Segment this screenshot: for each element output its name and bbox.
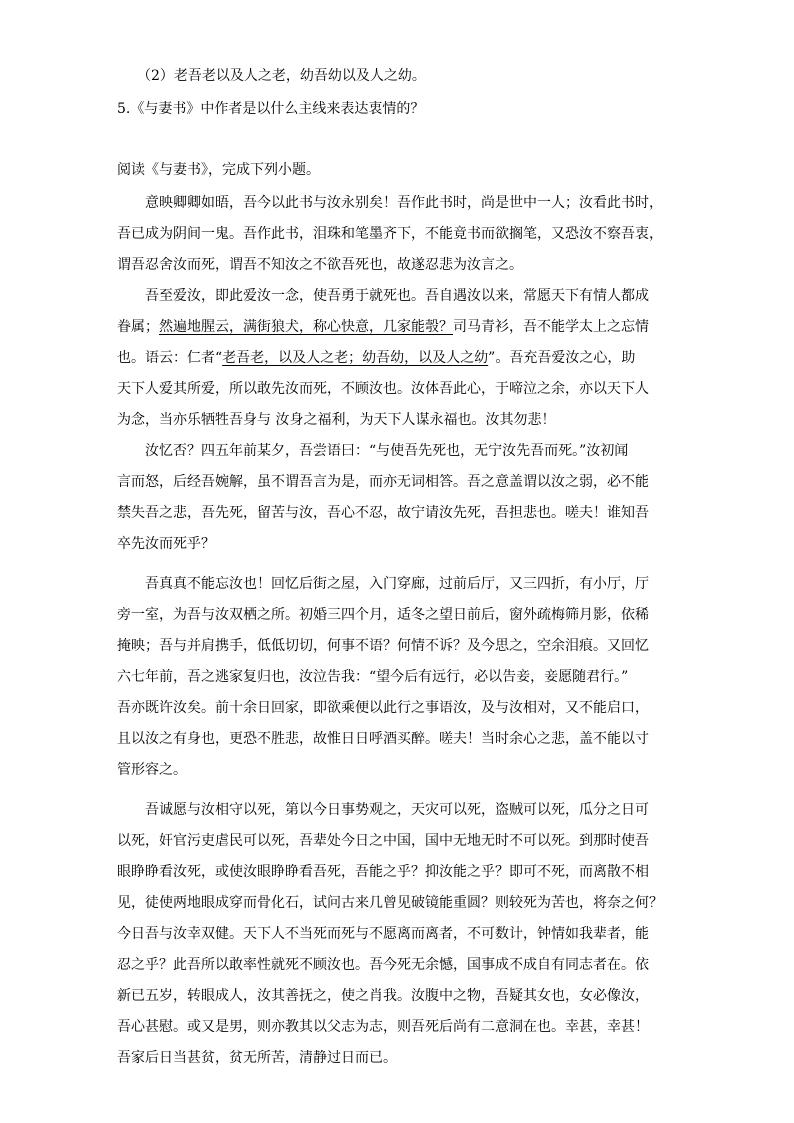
underlined-sentence: 然遍地腥云，满街狼犬，称心快意，几家能彀？ bbox=[159, 319, 453, 335]
paragraph-3-line: 汝忆否？四五年前某夕，吾尝语曰：“与使吾先死也，无宁汝先吾而死。”汝初闻 bbox=[145, 443, 629, 459]
paragraph-2-line bbox=[117, 348, 682, 368]
paragraph-1-line: 吾已成为阴间一鬼。吾作此书，泪珠和笔墨齐下，不能竟书而欲搁笔，又恐汝不察吾衷， bbox=[117, 226, 663, 242]
paragraph-4-line: 管形容之。 bbox=[117, 762, 187, 778]
underlined-quote: 老吾老，以及人之老；幼吾幼，以及人之幼 bbox=[222, 350, 489, 366]
paragraph-3-line: 禁失吾之悲，吾先死，留苦与汝，吾心不忍，故宁请汝先死，吾担悲也。嗟夫！谁知吾 bbox=[117, 505, 649, 521]
paragraph-2-line: 为念，当亦乐牺牲吾身与 汝身之福利，为天下人谋永福也。汝其勿悲！ bbox=[117, 412, 556, 428]
question-5: 5.《与妻书》中作者是以什么主线来表达衷情的？ bbox=[117, 101, 425, 117]
plain-text: ”。吾充吾爱汝之心，助 bbox=[488, 350, 636, 366]
paragraph-1-line: 谓吾忍舍汝而死，谓吾不知汝之不欲吾死也，故遂忍悲为汝言之。 bbox=[117, 257, 523, 273]
paragraph-5-line: 吾家后日当甚贫，贫无所苦，清静过日而已。 bbox=[117, 1050, 397, 1066]
question-4-part-2: （2）老吾老以及人之老，幼吾幼以及人之幼。 bbox=[137, 68, 426, 84]
paragraph-2-line: 吾至爱汝，即此爱汝一念，使吾勇于就死也。吾自遇汝以来，常愿天下有情人都成 bbox=[145, 288, 649, 304]
paragraph-5-line: 眼睁睁看汝死，或使汝眼睁睁看吾死，吾能之乎？抑汝能之乎？即可不死，而离散不相 bbox=[117, 864, 649, 880]
paragraph-2-line bbox=[117, 317, 682, 337]
plain-text: 也。语云：仁者“ bbox=[117, 350, 223, 366]
paragraph-4-line: 吾真真不能忘汝也！回忆后街之屋，入门穿廊，过前后厅，又三四折，有小厅，厅 bbox=[145, 576, 649, 592]
paragraph-5-line: 以死，奸官污吏虐民可以死，吾辈处今日之中国，国中无地无时不可以死。到那时使吾 bbox=[117, 833, 649, 849]
paragraph-1-line: 意映卿卿如晤，吾今以此书与汝永别矣！吾作此书时，尚是世中一人；汝看此书时， bbox=[145, 195, 663, 211]
paragraph-3-line: 卒先汝而死乎？ bbox=[117, 536, 215, 552]
reading-instruction: 阅读《与妻书》，完成下列小题。 bbox=[117, 162, 320, 178]
paragraph-4-line: 掩映；吾与并肩携手，低低切切，何事不语？何情不诉？及今思之，空余泪痕。又回忆 bbox=[117, 638, 649, 654]
paragraph-5-line: 今日吾与汝幸双健。天下人不当死而死与不愿离而离者，不可数计，钟情如我辈者，能 bbox=[117, 926, 649, 942]
paragraph-4-line: 且以汝之有身也，更恐不胜悲，故惟日日呼酒买醉。嗟夫！当时余心之悲，盖不能以寸 bbox=[117, 731, 649, 747]
paragraph-4-line: 吾亦既许汝矣。前十余日回家，即欲乘便以此行之事语汝，及与汝相对，又不能启口， bbox=[117, 700, 649, 716]
paragraph-4-line: 六七年前，吾之逃家复归也，汝泣告我：“望今后有远行，必以告妾，妾愿随君行。” bbox=[117, 669, 629, 685]
plain-text: 司马青衫，吾不能学太上之忘情 bbox=[453, 319, 649, 335]
paragraph-5-line: 吾心甚慰。或又是男，则亦教其以父志为志，则吾死后尚有二意洞在也。幸甚，幸甚！ bbox=[117, 1019, 649, 1035]
paragraph-5-line: 见，徒使两地眼成穿而骨化石，试问古来几曾见破镜能重圆？则较死为苦也，将奈之何？ bbox=[117, 895, 663, 911]
paragraph-5-line: 新已五岁，转眼成人，汝其善抚之，使之肖我。汝腹中之物，吾疑其女也，女必像汝， bbox=[117, 988, 649, 1004]
paragraph-2-line: 天下人爱其所爱，所以敢先汝而死，不顾汝也。汝体吾此心，于啼泣之余，亦以天下人 bbox=[117, 381, 649, 397]
plain-text: 眷属； bbox=[117, 319, 159, 335]
paragraph-5-line: 忍之乎？此吾所以敢率性就死不顾汝也。吾今死无余憾，国事成不成自有同志者在。依 bbox=[117, 957, 649, 973]
paragraph-5-line: 吾诚愿与汝相守以死，第以今日事势观之，天灾可以死，盗贼可以死，瓜分之日可 bbox=[145, 802, 649, 818]
paragraph-4-line: 旁一室，为吾与汝双栖之所。初婚三四个月，适冬之望日前后，窗外疏梅筛月影，依稀 bbox=[117, 607, 649, 623]
paragraph-3-line: 言而怒，后经吾婉解，虽不谓吾言为是，而亦无词相答。吾之意盖谓以汝之弱，必不能 bbox=[117, 474, 649, 490]
